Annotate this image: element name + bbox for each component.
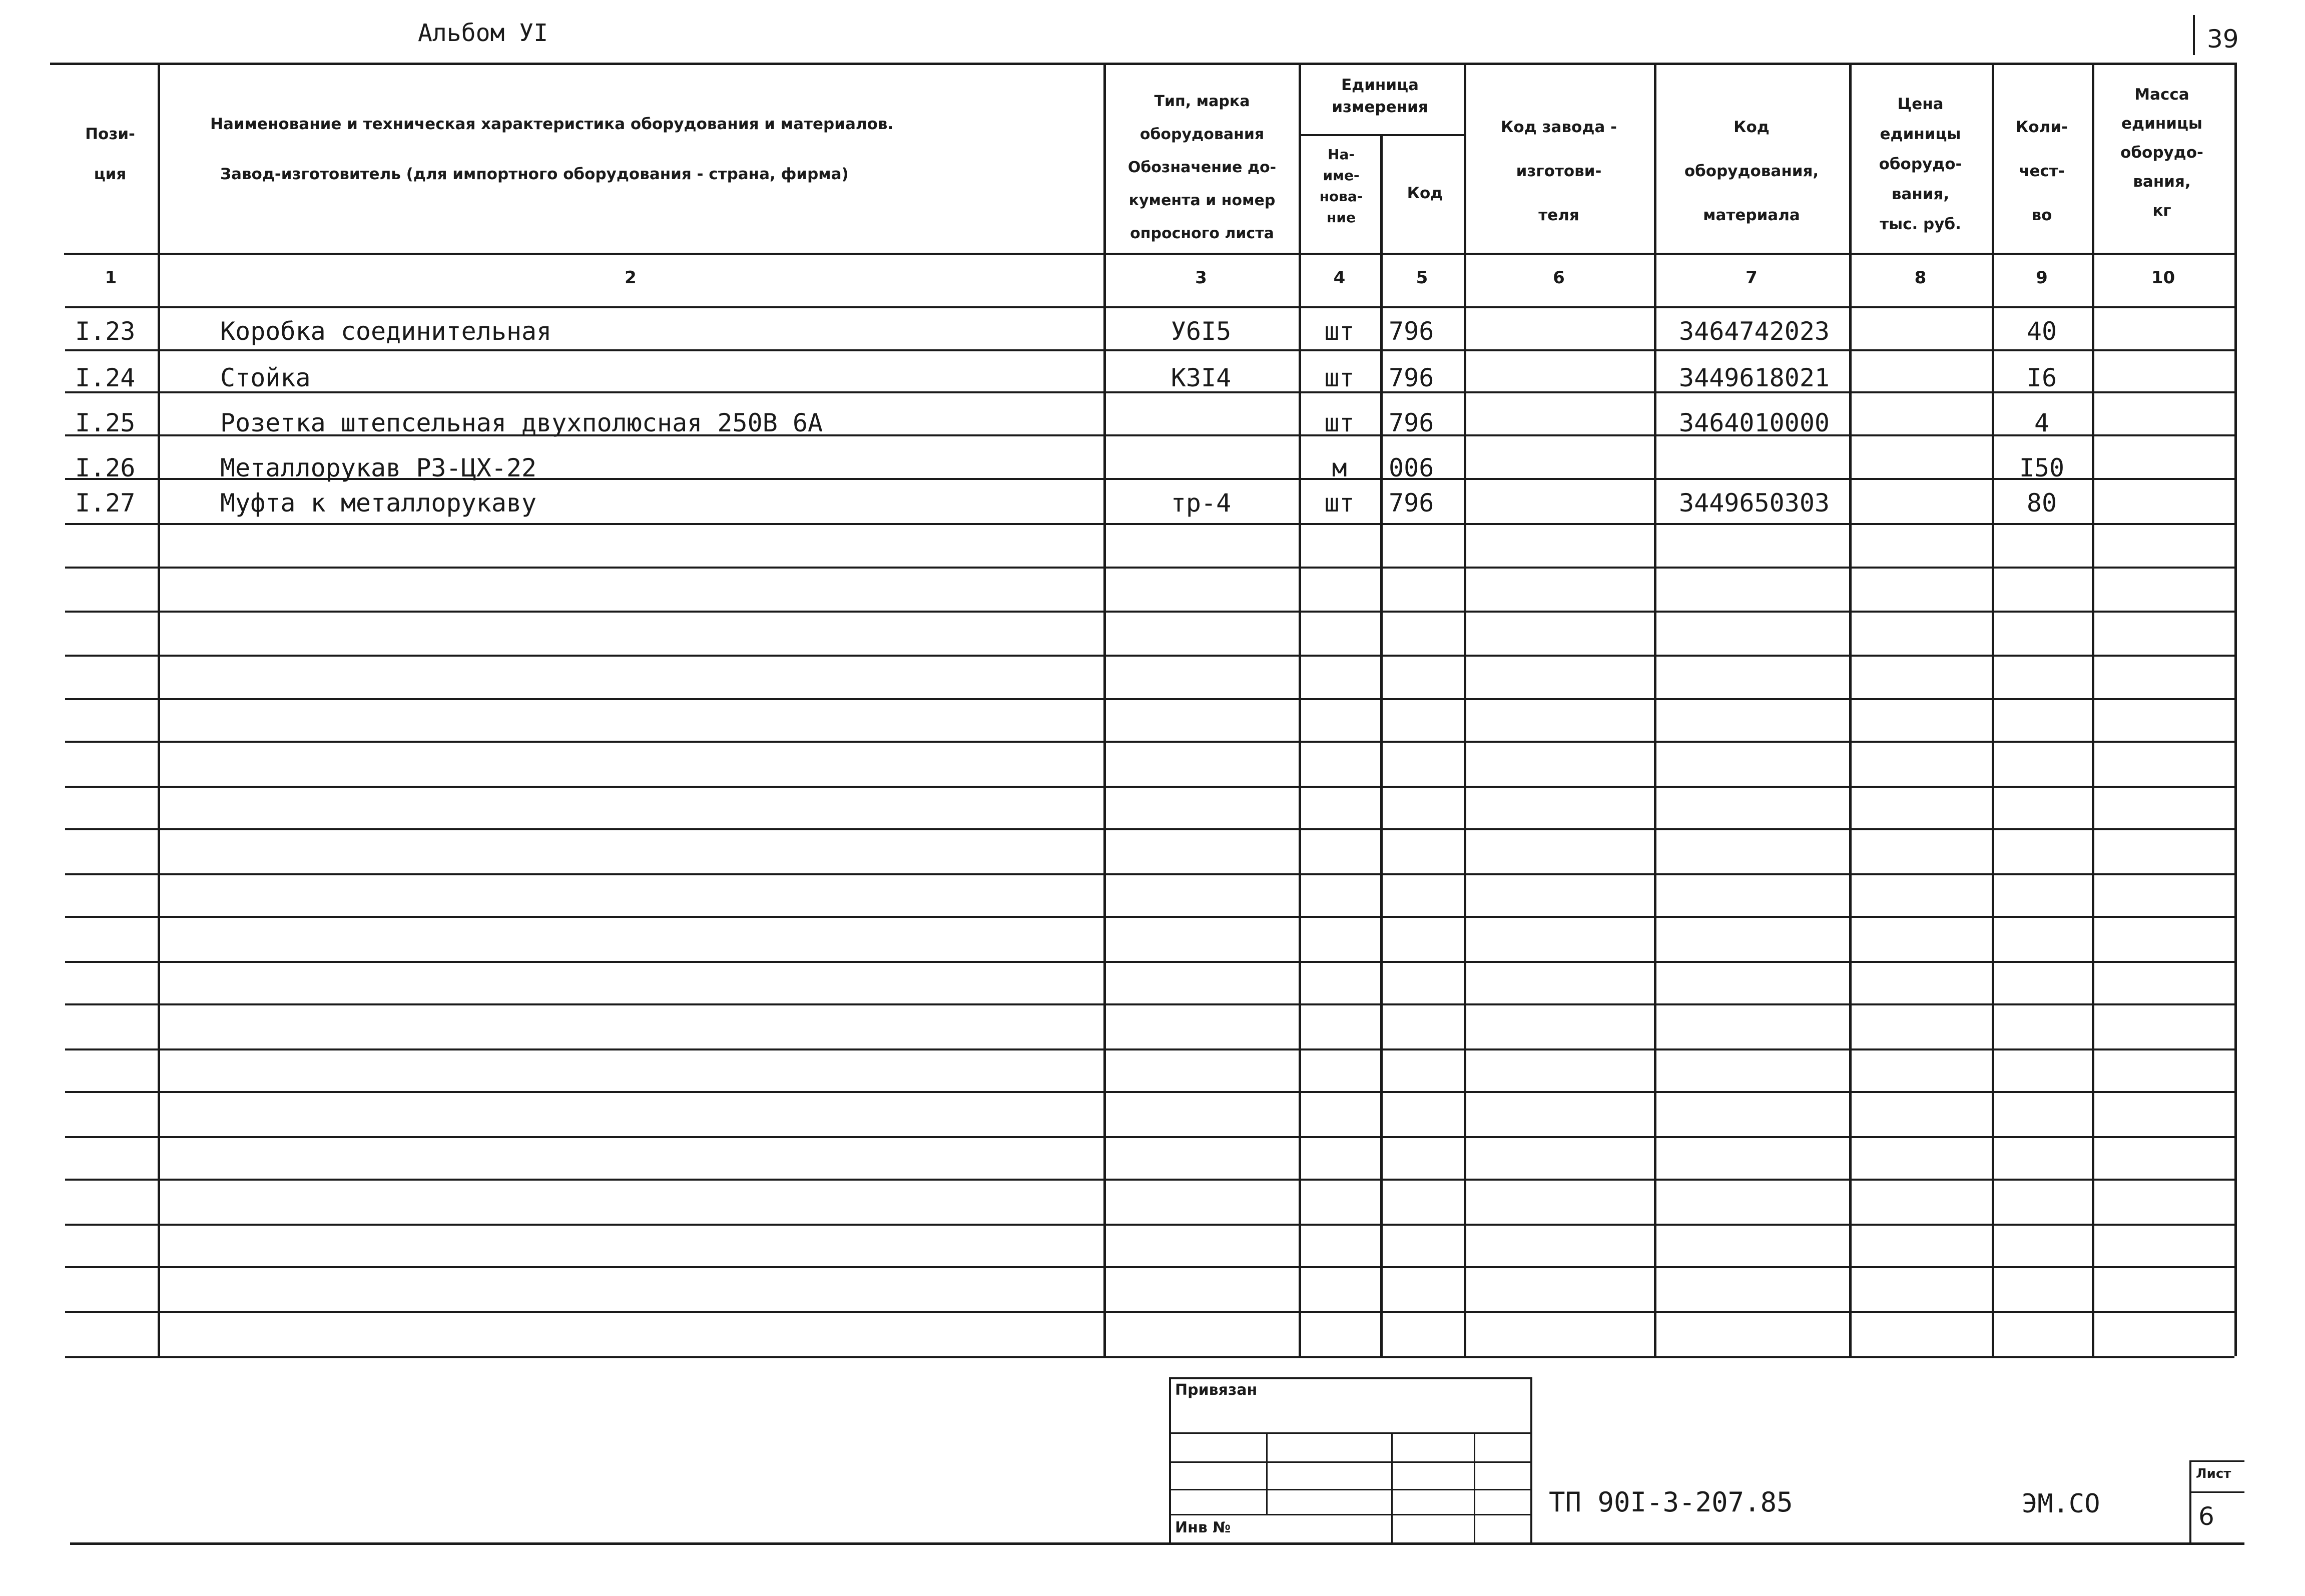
table-row-rule [65, 786, 2234, 788]
cell-name: Стойка [220, 363, 311, 392]
column-number: 4 [1333, 268, 1346, 288]
column-divider [2234, 63, 2237, 1356]
column-divider [158, 63, 160, 1356]
stamp-privyazan: Привязан [1175, 1381, 1258, 1399]
table-row-rule [65, 1136, 2234, 1138]
cell-unit-code: 796 [1389, 363, 1434, 392]
table-row-rule [65, 741, 2234, 743]
table-row-rule [65, 961, 2234, 963]
stamp-list-label: Лист [2196, 1466, 2231, 1481]
table-row-rule [65, 1179, 2234, 1181]
column-number: 10 [2151, 268, 2175, 288]
column-number: 9 [2036, 268, 2048, 288]
stamp-doc-code: ТП 90I-3-207.85 [1549, 1486, 1793, 1518]
column-divider [1464, 63, 1466, 1356]
cell-unit: шт [1324, 317, 1355, 346]
cell-pos: I.25 [75, 408, 136, 437]
column-divider [1380, 135, 1383, 1356]
cell-name: Розетка штепсельная двухполюсная 250В 6А [220, 408, 823, 437]
cell-pos: I.26 [75, 453, 136, 482]
table-row-rule [65, 306, 2234, 308]
column-divider [2092, 63, 2094, 1356]
header-material-code: Код оборудования, материала [1684, 118, 1819, 224]
table-row-rule [65, 1311, 2234, 1313]
header-factory-code: Код завода - изготови- теля [1501, 118, 1617, 224]
header-name-line1: Наименование и техническая характеристика оборудования и материалов. [210, 115, 894, 133]
header-quantity: Коли- чест- во [2016, 118, 2068, 224]
table-row-rule [65, 1003, 2234, 1005]
column-divider [1103, 63, 1106, 1356]
cell-name: Коробка соединительная [220, 317, 552, 346]
stamp-inv-no: Инв № [1175, 1519, 1231, 1536]
cell-type: К3I4 [1171, 363, 1232, 392]
table-row-rule [65, 698, 2234, 700]
page-bottom-rule [70, 1542, 2244, 1545]
header-bottom-rule [64, 253, 2236, 255]
sheet-number-divider [2193, 15, 2195, 55]
column-number: 1 [105, 268, 117, 288]
column-divider [1299, 63, 1301, 1356]
cell-qty: 40 [2026, 317, 2057, 346]
header-position: Пози- ция [85, 125, 135, 183]
column-number: 8 [1914, 268, 1927, 288]
table-row-rule [65, 611, 2234, 613]
table-row-rule [65, 523, 2234, 525]
cell-pos: I.27 [75, 488, 136, 517]
cell-unit-code: 796 [1389, 408, 1434, 437]
cell-unit: м [1332, 453, 1347, 482]
cell-material-code: 3464742023 [1679, 317, 1830, 346]
header-price: Цена единицы оборудо- вания, тыс. руб. [1879, 95, 1962, 233]
cell-material-code: 3449618021 [1679, 363, 1830, 392]
table-row-rule [65, 567, 2234, 569]
column-divider [1654, 63, 1656, 1356]
cell-type: У6I5 [1171, 317, 1232, 346]
cell-unit-code: 006 [1389, 453, 1434, 482]
cell-unit-code: 796 [1389, 488, 1434, 517]
table-row-rule [65, 1048, 2234, 1050]
cell-qty: 4 [2034, 408, 2050, 437]
cell-material-code: 3464010000 [1679, 408, 1830, 437]
column-divider [1992, 63, 1994, 1356]
table-row-rule [65, 1266, 2234, 1268]
album-title: Альбом УI [418, 19, 548, 47]
cell-name: Муфта к металлорукаву [220, 488, 537, 517]
table-row-rule [65, 828, 2234, 830]
cell-name: Металлорукав РЗ-ЦХ-22 [220, 453, 537, 482]
table-row-rule [65, 1356, 2234, 1358]
cell-qty: I50 [2019, 453, 2065, 482]
column-number: 6 [1553, 268, 1565, 288]
header-unit-name: На- име- нова- ние [1319, 146, 1363, 226]
table-row-rule [65, 349, 2234, 351]
sheet-number: 39 [2207, 25, 2239, 54]
cell-pos: I.24 [75, 363, 136, 392]
table-top-rule [50, 63, 2237, 65]
cell-type: тр-4 [1171, 488, 1232, 517]
column-number: 3 [1195, 268, 1207, 288]
header-unit-group: Единица измерения [1332, 76, 1428, 116]
stamp-list-number: 6 [2198, 1502, 2214, 1531]
table-row-rule [65, 1091, 2234, 1093]
column-divider [1849, 63, 1852, 1356]
column-number: 7 [1746, 268, 1758, 288]
cell-material-code: 3449650303 [1679, 488, 1830, 517]
table-row-rule [65, 916, 2234, 918]
cell-unit: шт [1324, 408, 1355, 437]
table-row-rule [65, 655, 2234, 657]
cell-qty: 80 [2026, 488, 2057, 517]
header-type: Тип, марка оборудования Обозначение до- кумента и номер опросного листа [1127, 93, 1277, 242]
column-number: 2 [625, 268, 637, 288]
cell-unit: шт [1324, 363, 1355, 392]
header-mass: Масса единицы оборудо- вания, кг [2120, 86, 2203, 220]
unit-group-divider [1299, 134, 1464, 136]
column-number: 5 [1416, 268, 1428, 288]
stamp-section: ЭМ.СО [2022, 1489, 2100, 1519]
header-name-line2: Завод-изготовитель (для импортного оборудования - страна, фирма) [220, 165, 849, 183]
cell-qty: I6 [2026, 363, 2057, 392]
table-row-rule [65, 1224, 2234, 1226]
table-row-rule [65, 873, 2234, 875]
cell-unit: шт [1324, 488, 1355, 517]
header-unit-code: Код [1407, 184, 1443, 202]
cell-unit-code: 796 [1389, 317, 1434, 346]
cell-pos: I.23 [75, 317, 136, 346]
